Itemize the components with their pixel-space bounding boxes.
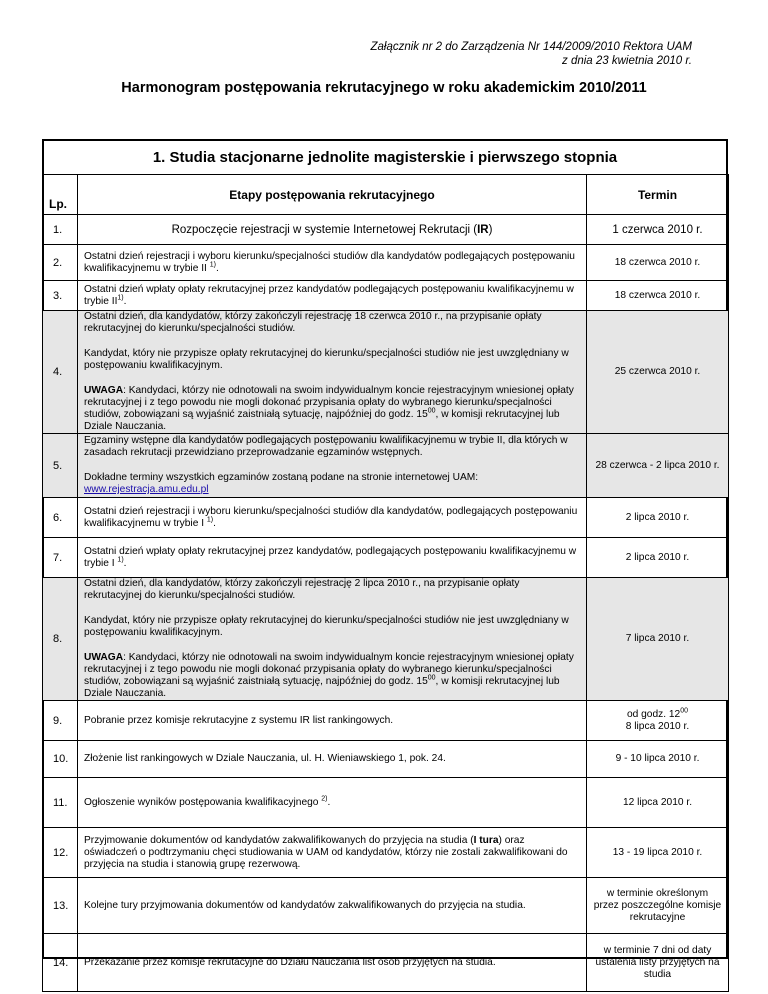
row-term: 2 lipca 2010 r. [587, 498, 729, 538]
row-text: Ostatni dzień, dla kandydatów, którzy zakończyli rejestrację 18 czerwca 2010 r., na przypisanie opłaty rekrutacyjnej do kierunku/specjalności studiów. Kandydat, który nie przypisze opłaty rekrutacyjnej do kierunku/specjalności studiów nie jest uwzględniany w postępowaniu kwalifikacyjnym. UWAGA: Kandydaci, którzy nie odnotowali na swoim indywidualnym koncie rejestracyjnym wniesionej opłaty rekrutacyjnej i z tego powodu nie mogli dokonać przypisania opłaty do wybranego kierunku/specjalności studiów, zobowiązani są wyjaśnić zaistniałą sytuację, najpóźniej do godz. $15^{00}$, w komisji rekrutacyjnej lub Dziale Nauczania. [78, 311, 587, 434]
table-row [43, 538, 729, 578]
table-row [43, 878, 729, 934]
table-row [43, 215, 729, 245]
table-row [43, 828, 729, 878]
table-row [43, 281, 729, 311]
header-stages: Etapy postępowania rekrutacyjnego [78, 175, 587, 215]
row-term: 2 lipca 2010 r. [587, 538, 729, 578]
header-lp: Lp. [43, 175, 78, 215]
registration-link[interactable]: www.rejestracja.amu.edu.pl [84, 484, 209, 495]
row-number: 10. [43, 741, 78, 778]
section-title: 1. Studia stacjonarne jednolite magisterskie i pierwszego stopnia [152, 149, 618, 166]
row-text: Przyjmowanie dokumentów od kandydatów zakwalifikowanych do przyjęcia na studia (I tura) oraz oświadczeń o podtrzymaniu chęci studiowania w UAM od kandydatów, którzy nie zostali zakwalifikowani do przyjęcia na studia i stanowią grupę rezerwową. [78, 828, 587, 878]
row-text: Złożenie list rankingowych w Dziale Nauczania, ul. H. Wieniawskiego 1, pok. 24. [78, 741, 587, 778]
schedule-table [42, 174, 729, 992]
row-number: 6. [43, 498, 78, 538]
row-term: 18 czerwca 2010 r. [587, 281, 729, 311]
row-term: w terminie określonym przez poszczególne komisje rekrutacyjne [587, 878, 729, 934]
table-row [43, 311, 729, 434]
row-term: 25 czerwca 2010 r. [587, 311, 729, 434]
row-text: Ostatni dzień wpłaty opłaty rekrutacyjnej przez kandydatów podlegających postępowaniu kwalifikacyjnemu w trybie II$^{1)}$. [78, 281, 587, 311]
row-text: Ostatni dzień rejestracji i wyboru kierunku/specjalności studiów dla kandydatów podlegających postępowaniu kwalifikacyjnemu w trybie II $^{1)}$. [78, 245, 587, 281]
row-number: 3. [43, 281, 78, 311]
table-row [43, 434, 729, 498]
row-term: 7 lipca 2010 r. [587, 578, 729, 701]
table-row [43, 934, 729, 992]
document-title: Harmonogram postępowania rekrutacyjnego w roku akademickim 2010/2011 [121, 80, 647, 96]
row-term: 13 - 19 lipca 2010 r. [587, 828, 729, 878]
row-text: Ostatni dzień wpłaty opłaty rekrutacyjnej przez kandydatów, podlegających postępowaniu kwalifikacyjnemu w trybie I $^{1)}$. [78, 538, 587, 578]
row-number: 4. [43, 311, 78, 434]
row-number: 8. [43, 578, 78, 701]
row-number: 5. [43, 434, 78, 498]
row-number: 14. [43, 934, 78, 992]
row-term: od godz. $12^{00}$ 8 lipca 2010 r. [587, 701, 729, 741]
table-row [43, 245, 729, 281]
row-number: 7. [43, 538, 78, 578]
row-text: Przekazanie przez komisje rekrutacyjne do Działu Nauczania list osób przyjętych na studia. [78, 934, 587, 992]
row-term: w terminie 7 dni od daty ustalenia listy przyjętych na studia [587, 934, 729, 992]
row-text: Kolejne tury przyjmowania dokumentów od kandydatów zakwalifikowanych do przyjęcia na studia. [78, 878, 587, 934]
row-number: 1. [43, 215, 78, 245]
table-row [43, 778, 729, 828]
row-text: Pobranie przez komisje rekrutacyjne z systemu IR list rankingowych. [78, 701, 587, 741]
row-number: 12. [43, 828, 78, 878]
row-term: 18 czerwca 2010 r. [587, 245, 729, 281]
row-term: 1 czerwca 2010 r. [587, 215, 729, 245]
table-row [43, 578, 729, 701]
row-text: Egzaminy wstępne dla kandydatów podlegających postępowaniu kwalifikacyjnemu w trybie II, dla których w zasadach rekrutacji przewidziano przeprowadzanie egzaminów wstępnych. Dokładne terminy wszystkich egzaminów zostaną podane na stronie internetowej UAM: www.rejestracja.amu.edu.pl [78, 434, 587, 498]
row-text: Ostatni dzień rejestracji i wyboru kierunku/specjalności studiów dla kandydatów, podlegających postępowaniu kwalifikacyjnemu w trybie I $^{1)}$. [78, 498, 587, 538]
row-term: 12 lipca 2010 r. [587, 778, 729, 828]
annex-line-1: Załącznik nr 2 do Zarządzenia Nr 144/2009/2010 Rektora UAM [370, 41, 692, 53]
header-term: Termin [587, 175, 729, 215]
table-row [43, 498, 729, 538]
row-text: Ogłoszenie wyników postępowania kwalifikacyjnego $^{2)}$. [78, 778, 587, 828]
row-number: 9. [43, 701, 78, 741]
row-number: 2. [43, 245, 78, 281]
row-number: 13. [43, 878, 78, 934]
row-term: 9 - 10 lipca 2010 r. [587, 741, 729, 778]
table-header-row [43, 175, 729, 215]
table-row [43, 741, 729, 778]
row-text: Ostatni dzień, dla kandydatów, którzy zakończyli rejestrację 2 lipca 2010 r., na przypisanie opłaty rekrutacyjnej do kierunku/specjalności studiów. Kandydat, który nie przypisze opłaty rekrutacyjnej do kierunku/specjalności studiów nie jest uwzględniany w postępowaniu kwalifikacyjnym. UWAGA: Kandydaci, którzy nie odnotowali na swoim indywidualnym koncie rejestracyjnym wniesionej opłaty rekrutacyjnej i z tego powodu nie mogli dokonać przypisania opłaty do wybranego kierunku/specjalności studiów, zobowiązani są wyjaśnić zaistniałą sytuację, najpóźniej do godz. $15^{00}$, w komisji rekrutacyjnej lub Dziale Nauczania. [78, 578, 587, 701]
row-text: Rozpoczęcie rejestracji w systemie Internetowej Rekrutacji (IR) [78, 215, 587, 245]
annex-note [370, 40, 692, 68]
annex-line-2: z dnia 23 kwietnia 2010 r. [562, 55, 692, 67]
table-row [43, 701, 729, 741]
row-term: 28 czerwca - 2 lipca 2010 r. [587, 434, 729, 498]
row-number: 11. [43, 778, 78, 828]
